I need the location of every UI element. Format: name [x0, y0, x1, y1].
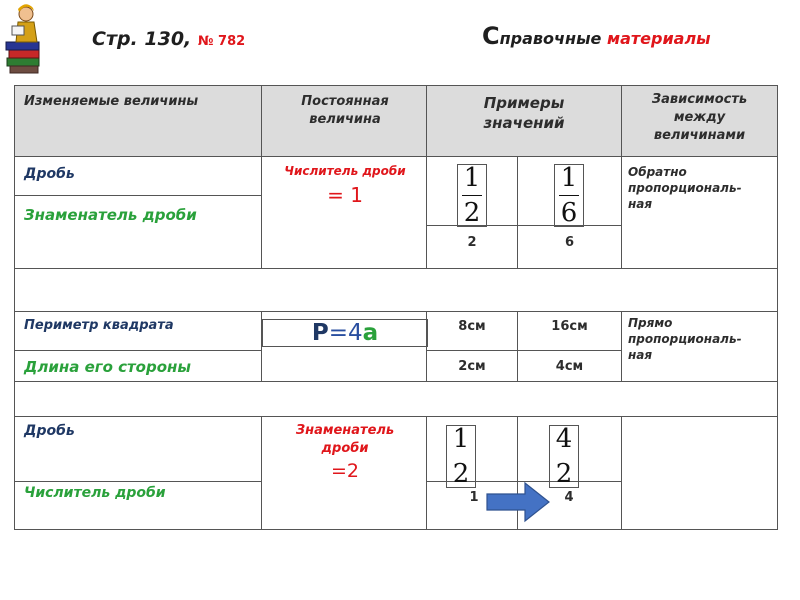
g1-value-a: 2: [467, 235, 477, 250]
header-changing-label: Изменяемые величины: [24, 94, 199, 109]
reference-materials-title: [482, 22, 711, 50]
page-reference: [92, 28, 245, 50]
g2-value-1a: 8см: [458, 319, 486, 334]
g1-var1-label: Дробь: [24, 166, 75, 182]
g2-value-2b: 4см: [555, 359, 584, 374]
spacer-row-1: [14, 268, 778, 312]
task-number: № 782: [197, 34, 246, 49]
g3-example-a-fraction: [446, 425, 476, 488]
g3-constant-line3: =2: [330, 460, 359, 482]
g3-example-b-numerator: 4: [555, 424, 573, 454]
g2-dependency-line1: Прямо: [628, 316, 673, 330]
g3-example-a-denominator: 2: [452, 459, 470, 489]
g1-constant-line1: Числитель дроби: [284, 164, 406, 178]
right-arrow-icon: [485, 480, 555, 524]
header-examples-line2: значений: [483, 114, 565, 132]
g2-formula-a: a: [362, 320, 379, 346]
g1-value-b: 6: [564, 235, 575, 250]
header-constant-line1: Постоянная: [301, 94, 389, 109]
g2-value-1b: 16см: [551, 319, 588, 334]
g2-dependency-line3: ная: [628, 348, 653, 362]
g1-var2-label: Знаменатель дроби: [24, 206, 197, 224]
g3-value-a: 1: [469, 490, 479, 505]
reading-figure-on-books-icon: [4, 2, 44, 76]
page-reference-prefix: Стр. 130,: [92, 28, 198, 50]
g3-var1-label: Дробь: [24, 423, 75, 439]
g3-dependency-cell: [621, 416, 778, 530]
g3-value-b: 4: [564, 490, 574, 505]
g2-dependency-line2: пропорциональ-: [628, 332, 742, 346]
g1-example-b-fraction: [554, 164, 584, 227]
g3-example-b-denominator: 2: [555, 459, 573, 489]
g1-example-b-denominator: 6: [560, 198, 578, 228]
g3-example-b-fraction: [549, 425, 579, 488]
g1-example-b-numerator: 1: [560, 163, 578, 193]
g2-var2-label: Длина его стороны: [24, 358, 191, 376]
g1-dependency-line3: ная: [628, 197, 653, 211]
reference-title-word1: правочные: [499, 29, 607, 48]
g3-example-a-numerator: 1: [452, 424, 470, 454]
g3-constant-line1: Знаменатель: [295, 423, 395, 438]
header-dependency-line3: величинами: [653, 128, 746, 143]
g1-dependency-line2: пропорциональ-: [628, 181, 742, 195]
reference-title-cap: С: [482, 22, 500, 50]
g1-example-a-denominator: 2: [463, 198, 481, 228]
g1-example-a-fraction: [457, 164, 487, 227]
g2-formula-eq: =4: [328, 320, 363, 346]
header-constant-line2: величина: [309, 112, 381, 127]
g2-var1-label: Периметр квадрата: [24, 318, 174, 333]
reference-title-word2: материалы: [606, 29, 711, 48]
g1-constant-line2: = 1: [327, 183, 363, 207]
g1-example-a-numerator: 1: [463, 163, 481, 193]
g2-formula-p: P: [311, 320, 329, 346]
header-dependency-line2: между: [673, 110, 726, 125]
g3-var2-label: Числитель дроби: [24, 485, 166, 501]
g1-dependency-line1: Обратно: [628, 165, 687, 179]
header-dependency-line1: Зависимость: [651, 92, 748, 107]
spacer-row-2: [14, 381, 778, 417]
header-examples-line1: Примеры: [483, 94, 565, 112]
g2-value-2a: 2см: [458, 359, 486, 374]
g3-constant-line2: дроби: [321, 441, 369, 456]
g2-constant-formula: [262, 319, 428, 347]
